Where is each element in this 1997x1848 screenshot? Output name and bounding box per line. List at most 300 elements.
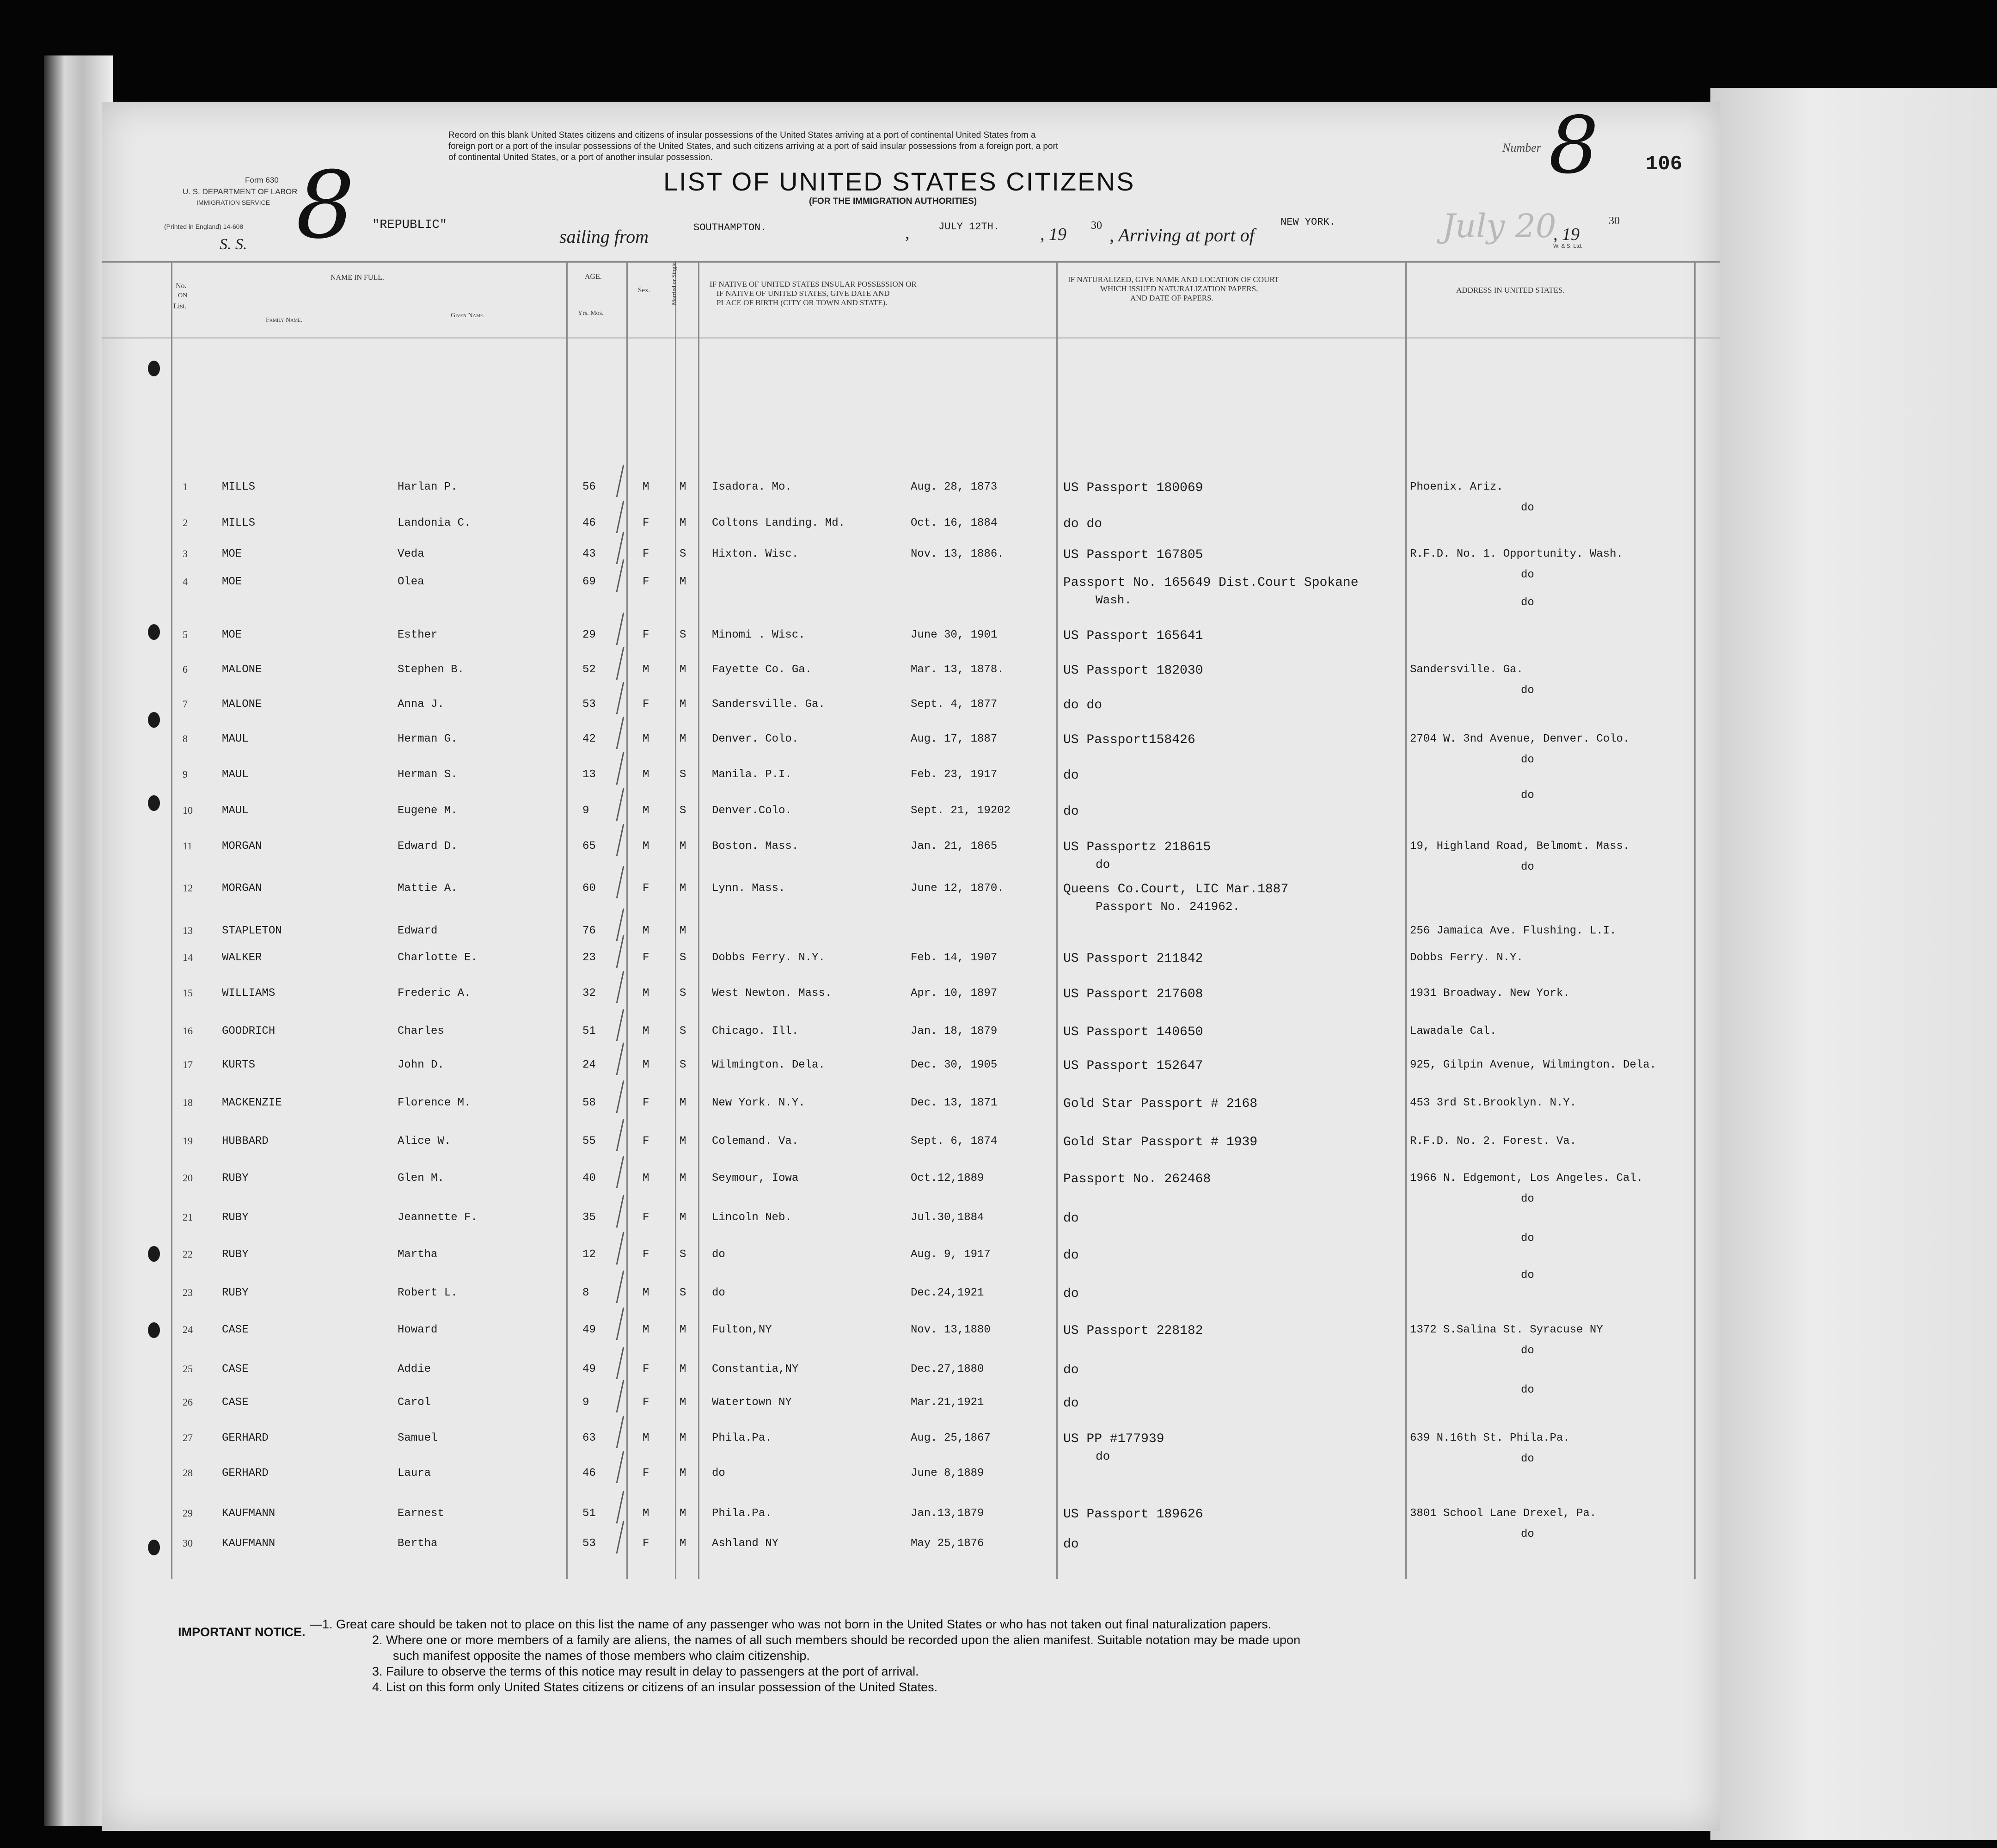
cell-sex: F xyxy=(643,1537,649,1550)
department: U. S. DEPARTMENT OF LABOR xyxy=(183,187,298,196)
cell-date: Jul.30,1884 xyxy=(911,1211,984,1224)
cell-family: CASE xyxy=(222,1396,249,1409)
cell-given: Edward xyxy=(398,925,438,937)
cell-family: KAUFMANN xyxy=(222,1537,276,1550)
cell-no: 20 xyxy=(183,1172,193,1184)
cell-date: Sept. 6, 1874 xyxy=(911,1135,998,1148)
cell-sex: M xyxy=(643,987,649,1000)
cell-no: 23 xyxy=(183,1287,193,1298)
cell-given: Charlotte E. xyxy=(398,952,478,964)
check-mark xyxy=(616,613,625,645)
check-mark xyxy=(616,465,625,497)
cell-age: 58 xyxy=(582,1097,596,1109)
cell-addr-cont: do xyxy=(1521,596,1534,609)
cell-place: Lynn. Mass. xyxy=(712,882,785,895)
cell-addr: R.F.D. No. 2. Forest. Va. xyxy=(1410,1135,1577,1148)
punch-hole xyxy=(148,1246,160,1262)
cell-sex: M xyxy=(643,925,649,937)
cell-ms: M xyxy=(680,1537,686,1550)
cell-sex: M xyxy=(643,1324,649,1336)
check-mark xyxy=(616,1081,625,1113)
cell-place: Phila.Pa. xyxy=(712,1507,772,1520)
punch-hole xyxy=(148,361,160,376)
cell-age: 9 xyxy=(582,804,589,817)
cell-nat: US Passport 180069 xyxy=(1063,481,1203,495)
check-mark xyxy=(616,682,625,714)
header-married: Married or Single. xyxy=(670,261,677,305)
table-top-rule xyxy=(102,261,1720,263)
cell-given: Stephen B. xyxy=(398,663,465,676)
form-number: Form 630 xyxy=(245,176,279,184)
cell-age: 60 xyxy=(582,882,596,895)
cell-age: 65 xyxy=(582,840,596,853)
comma-separator: , xyxy=(905,223,910,243)
header-age: AGE. xyxy=(585,273,602,281)
header-nat-2: WHICH ISSUED NATURALIZATION PAPERS, xyxy=(1100,284,1258,293)
cell-sex: M xyxy=(643,1059,649,1071)
cell-sex: M xyxy=(643,1025,649,1038)
col-rule-1 xyxy=(171,261,172,1579)
cell-place: Denver.Colo. xyxy=(712,804,792,817)
cell-sex: F xyxy=(643,1135,649,1148)
cell-place: New York. N.Y. xyxy=(712,1097,805,1109)
cell-ms: M xyxy=(680,1396,686,1409)
cell-addr-cont: do xyxy=(1521,1453,1534,1465)
cell-place: Isadora. Mo. xyxy=(712,481,792,493)
cell-given: Earnest xyxy=(398,1507,444,1520)
header-family: Family Name. xyxy=(266,317,302,324)
cell-age: 13 xyxy=(582,768,596,781)
cell-age: 23 xyxy=(582,952,596,964)
ss-label: S. S. xyxy=(220,236,247,253)
cell-no: 9 xyxy=(183,768,188,780)
cell-ms: M xyxy=(680,1324,686,1336)
cell-ms: M xyxy=(680,1363,686,1375)
cell-nat: Queens Co.Court, LIC Mar.1887 xyxy=(1063,882,1289,896)
cell-addr: 639 N.16th St. Phila.Pa. xyxy=(1410,1432,1570,1444)
printed-note: (Printed in England) 14-608 xyxy=(164,223,244,230)
cell-nat: do xyxy=(1063,1363,1079,1377)
cell-no: 22 xyxy=(183,1248,193,1260)
cell-family: HUBBARD xyxy=(222,1135,269,1148)
cell-age: 49 xyxy=(582,1324,596,1336)
cell-family: MALONE xyxy=(222,663,262,676)
header-yrs-mos: Yrs. Mos. xyxy=(578,310,604,317)
cell-sex: F xyxy=(643,1396,649,1409)
check-mark xyxy=(616,1043,625,1075)
cell-addr: Lawadale Cal. xyxy=(1410,1025,1497,1038)
check-mark xyxy=(616,788,625,821)
cell-date: Jan. 21, 1865 xyxy=(911,840,998,853)
instructions-line-1: Record on this blank United States citizens and citizens of insular possessions of the United States arriving at a port of continental United States from a xyxy=(448,130,1036,140)
cell-age: 35 xyxy=(582,1211,596,1224)
cell-sex: M xyxy=(643,1172,649,1185)
cell-nat: US PP #177939 xyxy=(1063,1432,1164,1446)
header-nat-3: AND DATE OF PAPERS. xyxy=(1130,294,1213,302)
cell-family: RUBY xyxy=(222,1172,249,1185)
cell-family: CASE xyxy=(222,1363,249,1375)
cell-date: Mar.21,1921 xyxy=(911,1396,984,1409)
cell-family: MOE xyxy=(222,629,242,641)
cell-no: 29 xyxy=(183,1507,193,1519)
cell-sex: M xyxy=(643,1287,649,1299)
cell-given: Mattie A. xyxy=(398,882,458,895)
header-no: No. xyxy=(176,282,187,290)
cell-nat: do xyxy=(1063,1396,1079,1411)
cell-ms: M xyxy=(680,1135,686,1148)
cell-date: Jan.13,1879 xyxy=(911,1507,984,1520)
cell-date: Feb. 23, 1917 xyxy=(911,768,998,781)
cell-age: 46 xyxy=(582,517,596,529)
cell-given: Charles xyxy=(398,1025,444,1038)
cell-addr: 1966 N. Edgemont, Los Angeles. Cal. xyxy=(1410,1172,1643,1185)
header-birth-3: PLACE OF BIRTH (CITY OR TOWN AND STATE). xyxy=(717,298,888,307)
cell-family: CASE xyxy=(222,1324,249,1336)
cell-nat: do do xyxy=(1063,698,1103,712)
instructions-line-3: of continental United States, or a port of another insular possession. xyxy=(448,153,713,162)
cell-no: 3 xyxy=(183,548,188,559)
check-mark xyxy=(616,866,625,898)
number-value: 8 xyxy=(1549,100,1599,191)
cell-date: Apr. 10, 1897 xyxy=(911,987,998,1000)
notice-label: IMPORTANT NOTICE. xyxy=(178,1625,306,1639)
cell-given: Esther xyxy=(398,629,438,641)
col-rule-4 xyxy=(675,261,676,1579)
cell-nat: US Passport 211842 xyxy=(1063,952,1203,966)
cell-nat: do do xyxy=(1063,517,1103,531)
check-mark xyxy=(616,1156,625,1188)
cell-sex: F xyxy=(643,1248,649,1261)
cell-family: MORGAN xyxy=(222,882,262,895)
check-mark xyxy=(616,1195,625,1228)
cell-family: STAPLETON xyxy=(222,925,282,937)
cell-family: MACKENZIE xyxy=(222,1097,282,1109)
cell-sex: M xyxy=(643,1507,649,1520)
cell-addr: 19, Highland Road, Belmomt. Mass. xyxy=(1410,840,1630,853)
cell-place: Constantia,NY xyxy=(712,1363,799,1375)
arriving-label: , Arriving at port of xyxy=(1109,225,1255,246)
cell-given: Glen M. xyxy=(398,1172,444,1185)
page-subtitle: (FOR THE IMMIGRATION AUTHORITIES) xyxy=(809,196,977,206)
cell-addr: R.F.D. No. 1. Opportunity. Wash. xyxy=(1410,548,1623,560)
cell-date: Oct.12,1889 xyxy=(911,1172,984,1185)
cell-no: 30 xyxy=(183,1537,193,1549)
cell-ms: M xyxy=(680,1211,686,1224)
cell-ms: M xyxy=(680,481,686,493)
check-mark xyxy=(616,1347,625,1379)
cell-ms: M xyxy=(680,1097,686,1109)
notice-item-3: 3. Failure to observe the terms of this notice may result in delay to passengers at the port of arrival. xyxy=(372,1664,919,1678)
cell-date: June 8,1889 xyxy=(911,1467,984,1480)
cell-place: do xyxy=(712,1287,725,1299)
cell-nat: US Passport158426 xyxy=(1063,733,1195,747)
cell-ms: S xyxy=(680,987,686,1000)
printer-mark: W. & S. Ltd. xyxy=(1553,243,1583,249)
date-from: JULY 12TH. xyxy=(938,221,1000,233)
cell-no: 4 xyxy=(183,576,188,587)
cell-nat: Gold Star Passport # 1939 xyxy=(1063,1135,1258,1149)
header-nat-1: IF NATURALIZED, GIVE NAME AND LOCATION OF COURT xyxy=(1068,275,1280,284)
col-rule-8 xyxy=(1694,261,1696,1579)
cell-age: 42 xyxy=(582,733,596,745)
cell-no: 12 xyxy=(183,882,193,894)
check-mark xyxy=(616,1521,625,1553)
cell-no: 8 xyxy=(183,733,188,744)
cell-sex: F xyxy=(643,698,649,711)
adjacent-page xyxy=(1710,88,1997,1840)
cell-no: 5 xyxy=(183,629,188,640)
cell-ms: M xyxy=(680,1507,686,1520)
cell-ms: M xyxy=(680,1467,686,1480)
cell-sex: M xyxy=(643,481,649,493)
header-address: ADDRESS IN UNITED STATES. xyxy=(1456,286,1565,295)
cell-given: Edward D. xyxy=(398,840,458,853)
cell-date: Mar. 13, 1878. xyxy=(911,663,1004,676)
page-title: LIST OF UNITED STATES CITIZENS xyxy=(663,167,1135,196)
cell-given: Herman S. xyxy=(398,768,458,781)
cell-given: Martha xyxy=(398,1248,438,1261)
cell-age: 43 xyxy=(582,548,596,560)
cell-nat-cont: Wash. xyxy=(1096,593,1132,607)
header-sex: Sex. xyxy=(638,287,650,294)
list-mark-8: 8 xyxy=(296,152,355,259)
check-mark xyxy=(616,824,625,856)
cell-family: MALONE xyxy=(222,698,262,711)
cell-sex: F xyxy=(643,1211,649,1224)
cell-nat: do xyxy=(1063,768,1079,783)
cell-nat-cont: do xyxy=(1096,1449,1110,1463)
cell-date: Dec.27,1880 xyxy=(911,1363,984,1375)
cell-addr: Sandersville. Ga. xyxy=(1410,663,1523,676)
check-mark xyxy=(616,1232,625,1265)
cell-place: Colemand. Va. xyxy=(712,1135,799,1148)
cell-addr-cont: do xyxy=(1521,754,1534,766)
check-mark xyxy=(616,501,625,533)
cell-place: West Newton. Mass. xyxy=(712,987,832,1000)
punch-hole xyxy=(148,795,160,811)
cell-ms: S xyxy=(680,629,686,641)
cell-nat: Passport No. 165649 Dist.Court Spokane xyxy=(1063,576,1359,590)
cell-place: Manila. P.I. xyxy=(712,768,792,781)
header-birth-1: IF NATIVE OF UNITED STATES INSULAR POSSESSION OR xyxy=(710,280,917,289)
cell-age: 63 xyxy=(582,1432,596,1444)
cell-date: Oct. 16, 1884 xyxy=(911,517,998,529)
cell-no: 26 xyxy=(183,1396,193,1408)
number-label: Number xyxy=(1502,141,1541,154)
cell-sex: M xyxy=(643,768,649,781)
cell-no: 21 xyxy=(183,1211,193,1223)
check-mark xyxy=(616,717,625,749)
cell-place: Dobbs Ferry. N.Y. xyxy=(712,952,825,964)
cell-family: MILLS xyxy=(222,517,256,529)
cell-nat: Gold Star Passport # 2168 xyxy=(1063,1097,1258,1111)
check-mark xyxy=(616,1009,625,1041)
cell-given: Veda xyxy=(398,548,424,560)
service: IMMIGRATION SERVICE xyxy=(196,199,270,206)
cell-age: 51 xyxy=(582,1507,596,1520)
header-list: List. xyxy=(173,302,187,310)
cell-no: 14 xyxy=(183,952,193,963)
year-arrival: 30 xyxy=(1609,215,1620,227)
cell-date: Sept. 21, 19202 xyxy=(911,804,1011,817)
cell-addr-cont: do xyxy=(1521,1269,1534,1282)
cell-sex: M xyxy=(643,663,649,676)
cell-addr-cont: do xyxy=(1521,502,1534,514)
cell-given: Jeannette F. xyxy=(398,1211,478,1224)
cell-age: 52 xyxy=(582,663,596,676)
cell-addr-cont: do xyxy=(1521,1345,1534,1357)
ship-name: "REPUBLIC" xyxy=(372,218,447,232)
header-on: ON xyxy=(178,292,188,299)
cell-place: Lincoln Neb. xyxy=(712,1211,792,1224)
cell-family: KAUFMANN xyxy=(222,1507,276,1520)
cell-place: Wilmington. Dela. xyxy=(712,1059,825,1071)
notice-item-4: 4. List on this form only United States citizens or citizens of an insular possession of the United States. xyxy=(372,1680,938,1694)
col-rule-7 xyxy=(1405,261,1407,1579)
cell-ms: M xyxy=(680,517,686,529)
cell-age: 9 xyxy=(582,1396,589,1409)
cell-ms: S xyxy=(680,804,686,817)
cell-addr: 2704 W. 3nd Avenue, Denver. Colo. xyxy=(1410,733,1630,745)
cell-sex: F xyxy=(643,1467,649,1480)
cell-no: 27 xyxy=(183,1432,193,1443)
manifest-sheet xyxy=(102,102,1720,1831)
cell-sex: F xyxy=(643,1097,649,1109)
cell-age: 32 xyxy=(582,987,596,1000)
cell-ms: S xyxy=(680,952,686,964)
cell-place: Minomi . Wisc. xyxy=(712,629,805,641)
cell-sex: F xyxy=(643,576,649,588)
notice-item-2: 2. Where one or more members of a family are aliens, the names of all such members should be recorded upon the alien manifest. Suitable notation may be made upon xyxy=(372,1633,1301,1647)
cell-date: Nov. 13, 1886. xyxy=(911,548,1004,560)
cell-no: 6 xyxy=(183,663,188,675)
cell-ms: M xyxy=(680,1432,686,1444)
cell-ms: M xyxy=(680,840,686,853)
cell-nat: US Passport 228182 xyxy=(1063,1324,1203,1338)
cell-age: 29 xyxy=(582,629,596,641)
check-mark xyxy=(616,752,625,785)
cell-date: Aug. 28, 1873 xyxy=(911,481,998,493)
cell-nat: do xyxy=(1063,1211,1079,1226)
cell-date: June 12, 1870. xyxy=(911,882,1004,895)
col-rule-6 xyxy=(1056,261,1058,1579)
cell-ms: M xyxy=(680,1172,686,1185)
cell-addr: 3801 School Lane Drexel, Pa. xyxy=(1410,1507,1597,1520)
cell-age: 24 xyxy=(582,1059,596,1071)
cell-given: Landonia C. xyxy=(398,517,471,529)
port-to: NEW YORK. xyxy=(1280,216,1335,228)
cell-family: KURTS xyxy=(222,1059,256,1071)
header-name: NAME IN FULL. xyxy=(331,274,384,282)
cell-no: 17 xyxy=(183,1059,193,1070)
punch-hole xyxy=(148,624,160,640)
cell-addr: 1931 Broadway. New York. xyxy=(1410,987,1570,1000)
cell-sex: F xyxy=(643,952,649,964)
cell-age: 51 xyxy=(582,1025,596,1038)
cell-family: MOE xyxy=(222,576,242,588)
header-given: Given Name. xyxy=(451,312,485,319)
cell-date: Feb. 14, 1907 xyxy=(911,952,998,964)
cell-given: Anna J. xyxy=(398,698,444,711)
check-mark xyxy=(616,1491,625,1523)
cell-given: Eugene M. xyxy=(398,804,458,817)
cell-ms: S xyxy=(680,1025,686,1038)
cell-addr-cont: do xyxy=(1521,684,1534,697)
cell-date: Dec.24,1921 xyxy=(911,1287,984,1299)
cell-addr: Phoenix. Ariz. xyxy=(1410,481,1503,493)
cell-ms: S xyxy=(680,1059,686,1071)
cell-place: Fayette Co. Ga. xyxy=(712,663,812,676)
notice-item-1: —1. Great care should be taken not to place on this list the name of any passenger who was not born in the United States or who has not taken out final naturalization papers. xyxy=(310,1617,1272,1631)
cell-nat: US Passport 152647 xyxy=(1063,1059,1203,1073)
cell-sex: F xyxy=(643,1363,649,1375)
cell-place: Denver. Colo. xyxy=(712,733,799,745)
page-number: 106 xyxy=(1646,153,1683,176)
cell-addr: 925, Gilpin Avenue, Wilmington. Dela. xyxy=(1410,1059,1656,1071)
cell-family: RUBY xyxy=(222,1211,249,1224)
cell-addr-cont: do xyxy=(1521,1193,1534,1205)
cell-date: Aug. 25,1867 xyxy=(911,1432,991,1444)
check-mark xyxy=(616,1308,625,1340)
cell-nat: do xyxy=(1063,1248,1079,1263)
cell-date: Aug. 9, 1917 xyxy=(911,1248,991,1261)
col-rule-2 xyxy=(566,261,568,1579)
cell-age: 53 xyxy=(582,698,596,711)
cell-no: 28 xyxy=(183,1467,193,1479)
cell-date: Dec. 30, 1905 xyxy=(911,1059,998,1071)
cell-ms: M xyxy=(680,698,686,711)
notice-item-2b: such manifest opposite the names of those members who claim citizenship. xyxy=(393,1649,810,1663)
cell-nat: do xyxy=(1063,1287,1079,1301)
cell-given: Frederic A. xyxy=(398,987,471,1000)
cell-addr-cont: do xyxy=(1521,1528,1534,1541)
cell-age: 76 xyxy=(582,925,596,937)
cell-no: 2 xyxy=(183,517,188,528)
cell-no: 7 xyxy=(183,698,188,710)
cell-family: RUBY xyxy=(222,1287,249,1299)
check-mark xyxy=(616,1119,625,1151)
cell-given: Florence M. xyxy=(398,1097,471,1109)
cell-nat: US Passport 165641 xyxy=(1063,629,1203,643)
cell-ms: M xyxy=(680,576,686,588)
sailing-label: sailing from xyxy=(559,226,649,247)
cell-given: Laura xyxy=(398,1467,431,1480)
cell-date: May 25,1876 xyxy=(911,1537,984,1550)
cell-given: Harlan P. xyxy=(398,481,458,493)
cell-family: MAUL xyxy=(222,804,249,817)
cell-place: Chicago. Ill. xyxy=(712,1025,799,1038)
port-from: SOUTHAMPTON. xyxy=(693,222,767,233)
cell-no: 11 xyxy=(183,840,193,852)
cell-no: 10 xyxy=(183,804,193,816)
cell-family: GERHARD xyxy=(222,1432,269,1444)
check-mark xyxy=(616,1380,625,1412)
cell-given: John D. xyxy=(398,1059,444,1071)
cell-given: Samuel xyxy=(398,1432,438,1444)
cell-given: Alice W. xyxy=(398,1135,451,1148)
cell-age: 69 xyxy=(582,576,596,588)
cell-ms: S xyxy=(680,548,686,560)
cell-ms: M xyxy=(680,663,686,676)
cell-no: 13 xyxy=(183,925,193,936)
check-mark xyxy=(616,1416,625,1448)
cell-ms: M xyxy=(680,882,686,895)
cell-place: do xyxy=(712,1248,725,1261)
cell-addr: 1372 S.Salina St. Syracuse NY xyxy=(1410,1324,1603,1336)
cell-addr-cont: do xyxy=(1521,861,1534,873)
cell-given: Addie xyxy=(398,1363,431,1375)
cell-nat: US Passport 182030 xyxy=(1063,663,1203,678)
